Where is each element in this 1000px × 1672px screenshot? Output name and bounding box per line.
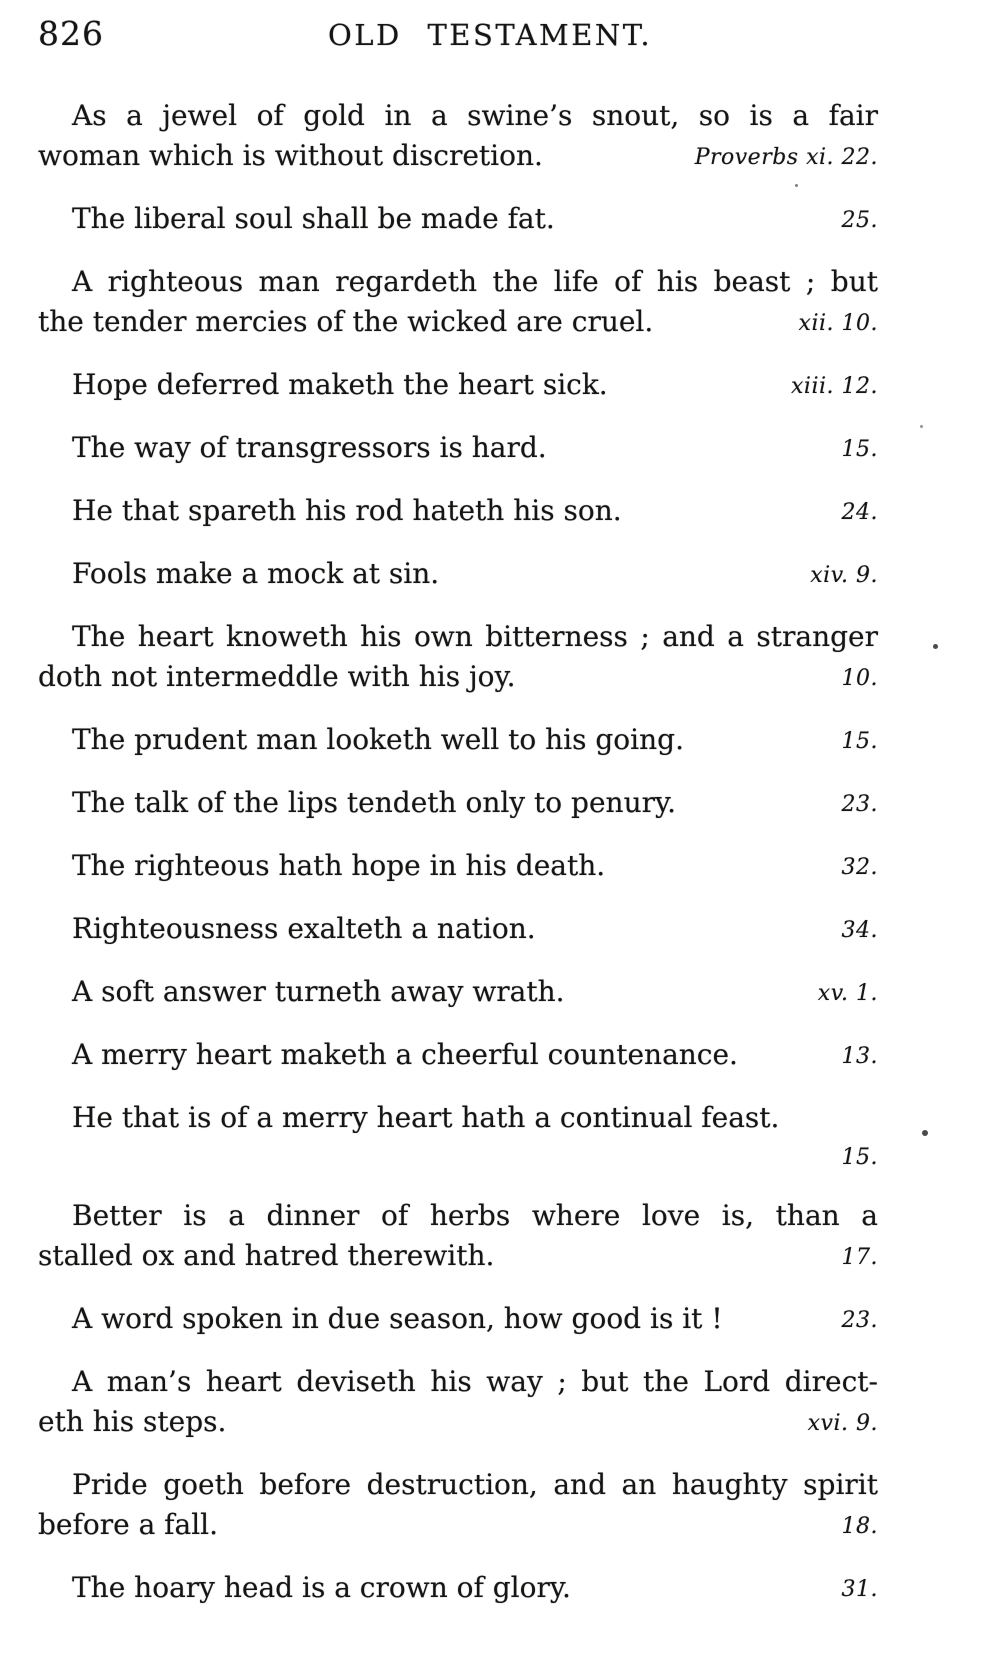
verse-reference: 13. [841, 1044, 878, 1069]
quote-paragraph [38, 96, 878, 176]
verse-reference: 10. [841, 666, 878, 691]
quote-text: A word spoken in due season, how good is it ! [72, 1302, 723, 1335]
quote-paragraph [38, 846, 878, 886]
quote-paragraph [38, 1098, 878, 1173]
quote-line: A man’s heart deviseth his way ; but the Lord direct- [72, 1365, 878, 1398]
quote-line: A righteous man regardeth the life of his beast ; but [72, 265, 878, 298]
running-title: OLD TESTAMENT. [327, 18, 653, 52]
quote-paragraph [38, 1035, 878, 1075]
quote-paragraph [38, 1568, 878, 1608]
quote-line [38, 972, 878, 1012]
quote-text: the tender mercies of the wicked are cruel. [38, 305, 654, 338]
quote-text: The liberal soul shall be made fat. [72, 202, 555, 235]
quote-line: He that is of a merry heart hath a continual feast. [72, 1101, 780, 1134]
verse-reference: 15. [841, 729, 878, 754]
quote-text: woman which is without discretion. [38, 139, 543, 172]
quote-line [38, 1299, 878, 1339]
quote-text: The talk of the lips tendeth only to penury. [72, 786, 676, 819]
verse-reference: Proverbs xi. 22. [694, 145, 878, 170]
quote-paragraph [38, 199, 878, 239]
quote-line: As a jewel of gold in a swine’s snout, so is a fair [72, 99, 878, 132]
quote-text: The prudent man looketh well to his going. [72, 723, 684, 756]
quote-paragraph [38, 262, 878, 342]
quote-line [38, 720, 878, 760]
quote-line: Pride goeth before destruction, and an haughty spirit [72, 1468, 878, 1501]
verse-reference: 25. [841, 208, 878, 233]
verse-reference: 34. [841, 918, 878, 943]
verse-reference: xii. 10. [798, 311, 878, 336]
quote-paragraph [38, 909, 878, 949]
page-number: 826 [38, 14, 104, 53]
quote-paragraph [38, 1299, 878, 1339]
quote-line [38, 1505, 878, 1545]
verse-reference: 18. [841, 1514, 878, 1539]
quote-text: He that spareth his rod hateth his son. [72, 494, 622, 527]
verse-reference: 17. [841, 1245, 878, 1270]
quote-text: before a fall. [38, 1508, 219, 1541]
verse-reference: xv. 1. [817, 981, 878, 1006]
quote-line [38, 554, 878, 594]
quote-line [38, 136, 878, 176]
quote-line [38, 846, 878, 886]
quote-paragraph [38, 554, 878, 594]
quote-paragraph [38, 1465, 878, 1545]
quote-text: The way of transgressors is hard. [72, 431, 547, 464]
quote-text: stalled ox and hatred therewith. [38, 1239, 495, 1272]
quote-text: Fools make a mock at sin. [72, 557, 440, 590]
quote-paragraph [38, 720, 878, 760]
verse-reference: 23. [841, 1308, 878, 1333]
quote-line [38, 199, 878, 239]
verse-reference: xiii. 12. [791, 374, 878, 399]
verse-reference: 23. [841, 792, 878, 817]
book-page [38, 0, 878, 1608]
quote-paragraph [38, 491, 878, 531]
quote-paragraph [38, 428, 878, 468]
quote-line [38, 657, 878, 697]
quote-text: Righteousness exalteth a nation. [72, 912, 536, 945]
quote-paragraph [38, 972, 878, 1012]
quote-paragraph [38, 365, 878, 405]
quote-line [38, 428, 878, 468]
quote-paragraph [38, 1196, 878, 1276]
verse-reference: 15. [841, 1145, 878, 1170]
quote-text: Hope deferred maketh the heart sick. [72, 368, 608, 401]
quote-paragraph [38, 783, 878, 823]
verse-reference: 32. [841, 855, 878, 880]
quote-line [38, 1568, 878, 1608]
quote-paragraph [38, 617, 878, 697]
quote-line [38, 491, 878, 531]
quotes-list [38, 96, 878, 1608]
verse-reference: 24. [841, 500, 878, 525]
quote-line [38, 302, 878, 342]
verse-reference: 31. [841, 1577, 878, 1602]
verse-reference: xvi. 9. [807, 1411, 878, 1436]
quote-line [38, 1035, 878, 1075]
quote-line [38, 783, 878, 823]
quote-line [38, 1236, 878, 1276]
quote-line: Better is a dinner of herbs where love is, than a [72, 1199, 878, 1232]
quote-line [38, 909, 878, 949]
quote-line [38, 1402, 878, 1442]
quote-text: The hoary head is a crown of glory. [72, 1571, 571, 1604]
quote-line [38, 365, 878, 405]
page-header [38, 14, 878, 58]
scan-speck [920, 425, 923, 428]
quote-text: doth not intermeddle with his joy. [38, 660, 516, 693]
quote-text: eth his steps. [38, 1405, 227, 1438]
scan-speck [922, 1130, 928, 1136]
scan-speck [933, 644, 938, 649]
scan-speck [795, 184, 798, 187]
quote-text: A soft answer turneth away wrath. [72, 975, 565, 1008]
quote-line: The heart knoweth his own bitterness ; and a stranger [72, 620, 878, 653]
quote-text: A merry heart maketh a cheerful countenance. [72, 1038, 738, 1071]
quote-paragraph [38, 1362, 878, 1442]
verse-reference: 15. [841, 437, 878, 462]
verse-reference: xiv. 9. [810, 563, 878, 588]
quote-line [38, 1138, 878, 1173]
quote-text: The righteous hath hope in his death. [72, 849, 606, 882]
